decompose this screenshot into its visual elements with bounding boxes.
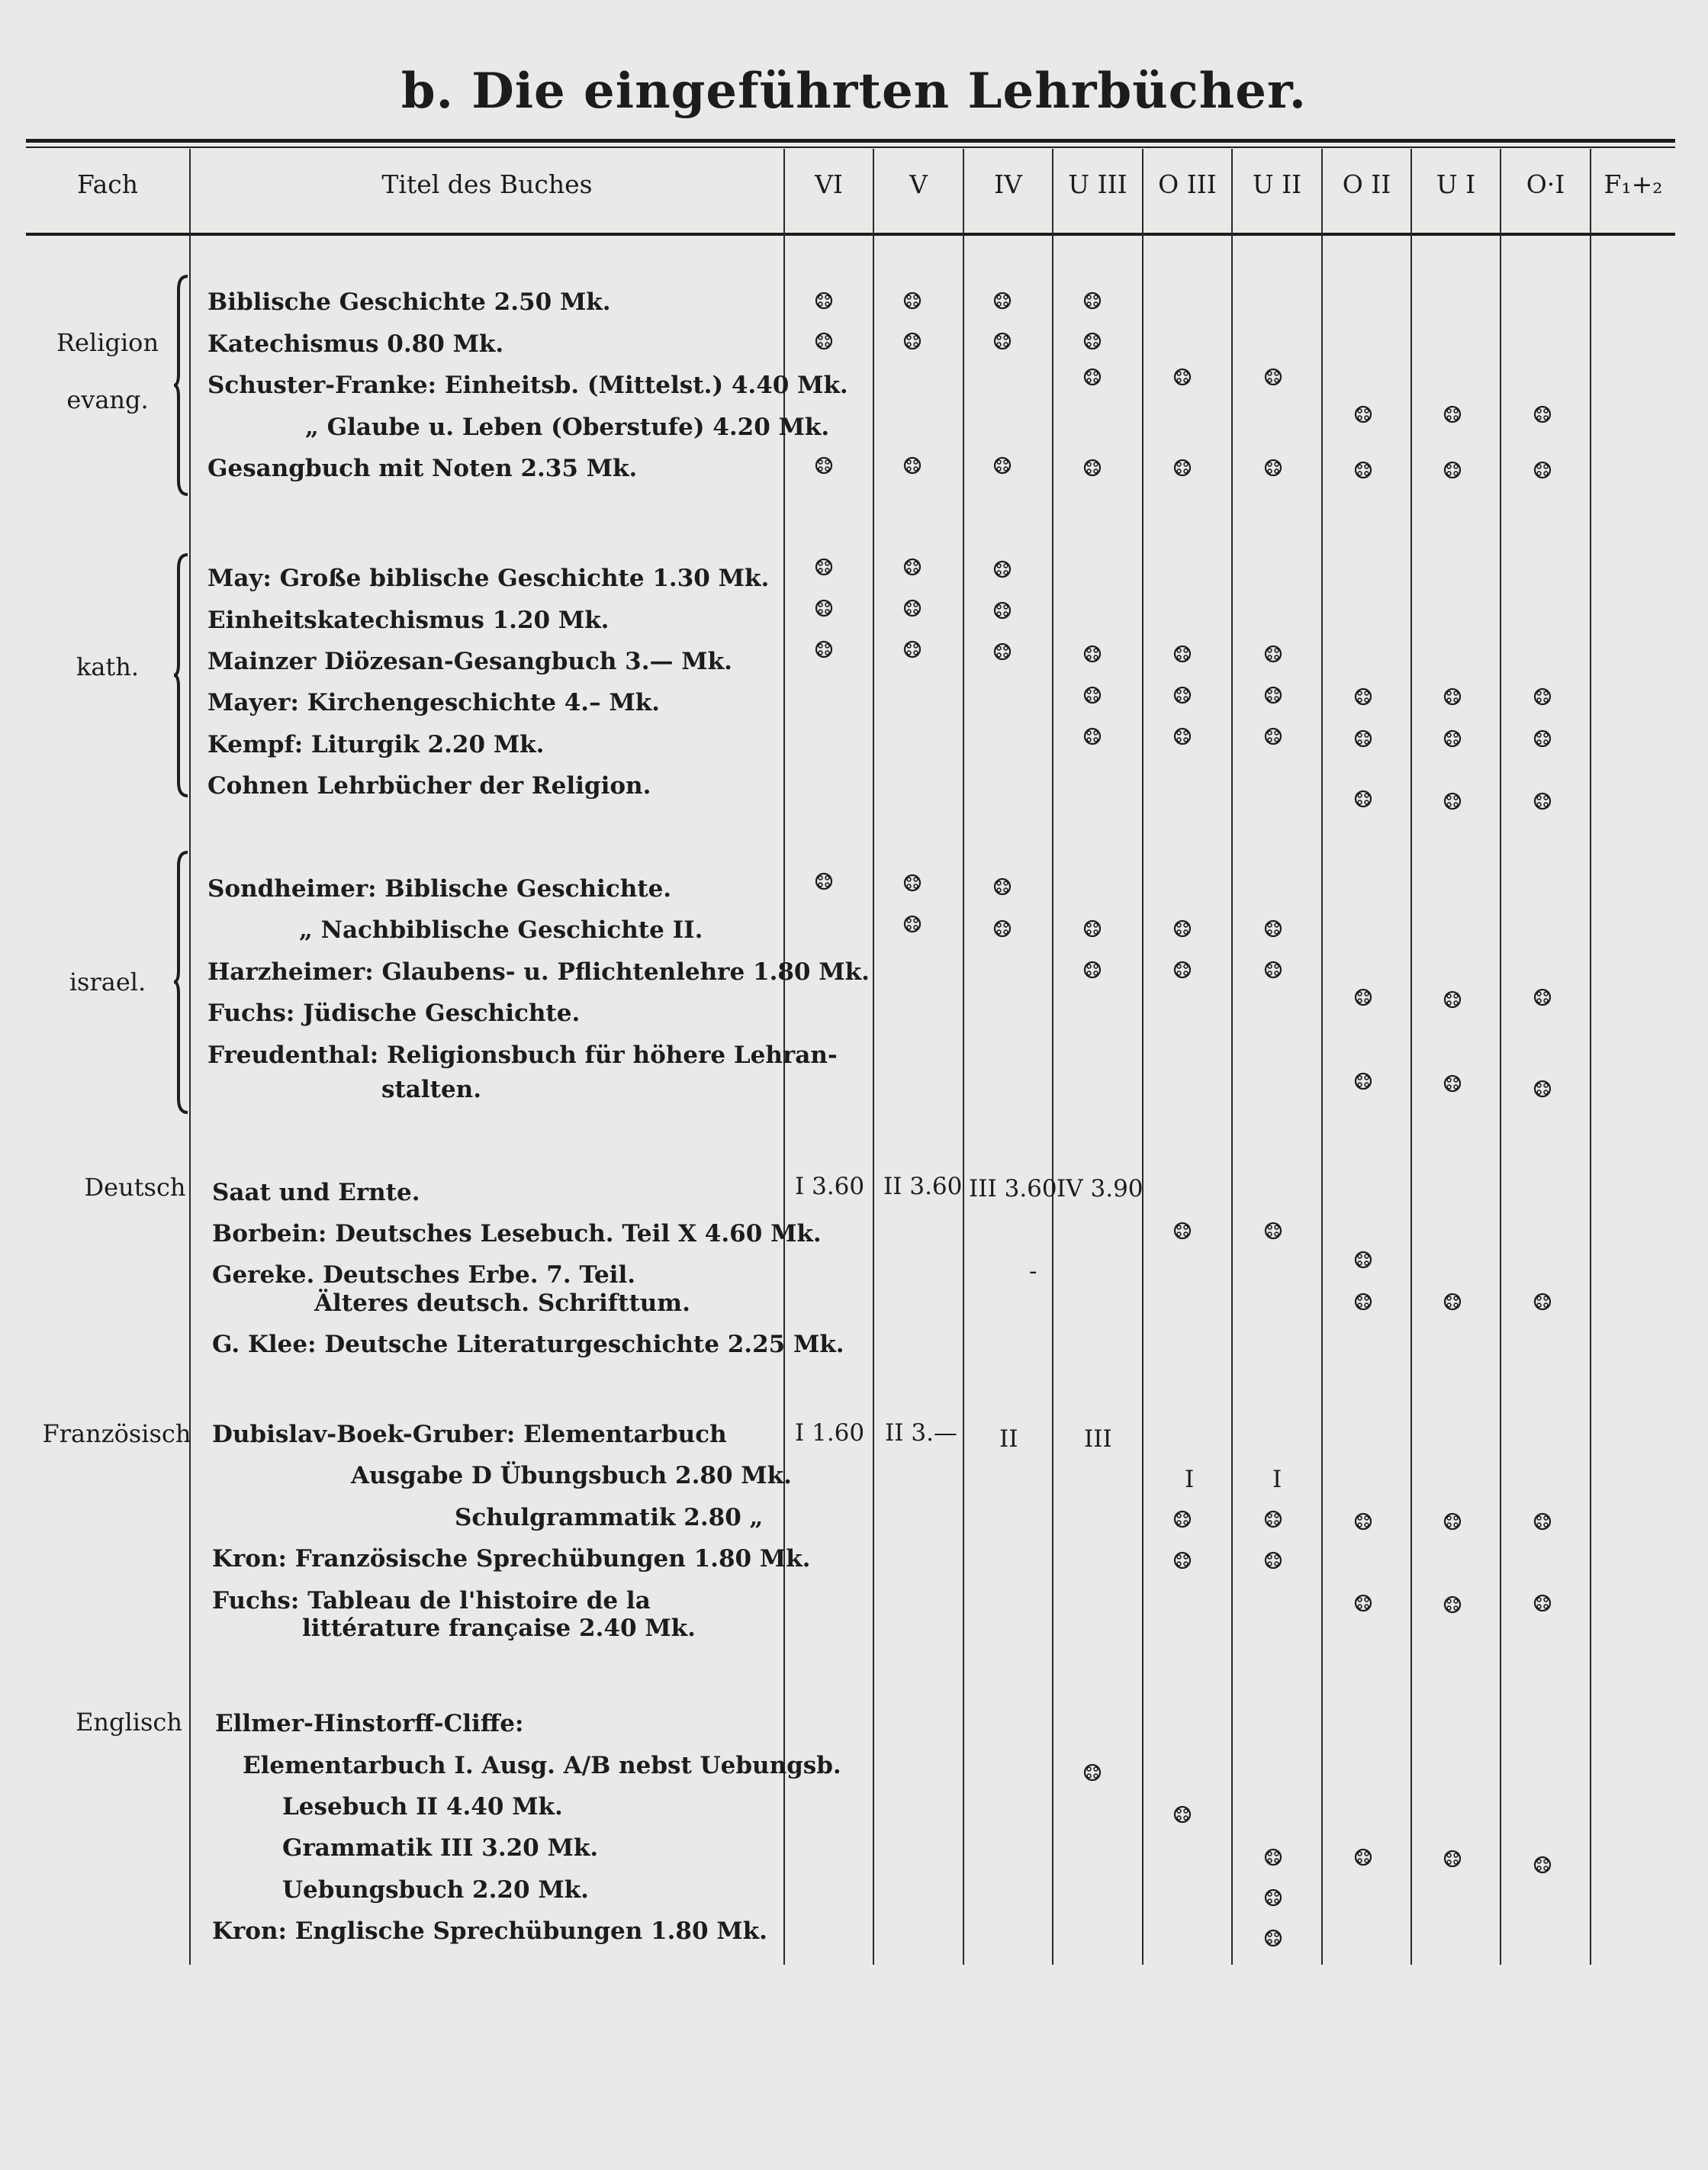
crossed-circle-marker-icon: [903, 558, 922, 576]
crossed-circle-marker-icon: [993, 919, 1012, 938]
book-title: Mayer: Kirchengeschichte 4.– Mk.: [207, 689, 660, 716]
crossed-circle-marker-icon: [1264, 961, 1282, 979]
col-divider: [1052, 149, 1053, 1965]
book-title: Saat und Ernte.: [212, 1179, 420, 1206]
col-divider: [1590, 149, 1591, 1965]
subject-kath: kath.: [76, 652, 140, 681]
crossed-circle-marker-icon: [1173, 919, 1192, 938]
crossed-circle-marker-icon: [1264, 368, 1282, 386]
book-title: Schuster-Franke: Einheitsb. (Mittelst.) 4.40 Mk.: [207, 372, 848, 399]
crossed-circle-marker-icon: [903, 640, 922, 658]
crossed-circle-marker-icon: [1533, 687, 1552, 706]
crossed-circle-marker-icon: [1264, 1551, 1282, 1570]
book-title: Dubislav-Boek-Gruber: Elementarbuch: [212, 1421, 727, 1448]
cell-text: -: [1029, 1257, 1037, 1285]
crossed-circle-marker-icon: [1533, 988, 1552, 1006]
subject-israel: israel.: [69, 967, 146, 996]
col-divider: [1142, 149, 1143, 1965]
crossed-circle-marker-icon: [1443, 1595, 1462, 1614]
crossed-circle-marker-icon: [903, 332, 922, 350]
book-title: Ausgabe D Übungsbuch 2.80 Mk.: [351, 1462, 792, 1489]
crossed-circle-marker-icon: [1533, 1293, 1552, 1311]
crossed-circle-marker-icon: [1533, 405, 1552, 423]
header-rule: [26, 233, 1675, 236]
crossed-circle-marker-icon: [993, 642, 1012, 661]
crossed-circle-marker-icon: [993, 291, 1012, 310]
subject-franzoesisch: Französisch: [42, 1419, 191, 1448]
book-title: Kron: Englische Sprechübungen 1.80 Mk.: [212, 1917, 767, 1945]
crossed-circle-marker-icon: [1083, 1763, 1102, 1782]
book-title: Katechismus 0.80 Mk.: [207, 330, 504, 358]
crossed-circle-marker-icon: [903, 915, 922, 933]
crossed-circle-marker-icon: [1354, 461, 1372, 479]
crossed-circle-marker-icon: [1443, 990, 1462, 1009]
col-divider: [1321, 149, 1323, 1965]
crossed-circle-marker-icon: [1264, 919, 1282, 938]
crossed-circle-marker-icon: [1533, 792, 1552, 810]
crossed-circle-marker-icon: [1264, 1929, 1282, 1947]
crossed-circle-marker-icon: [1173, 1510, 1192, 1528]
crossed-circle-marker-icon: [815, 332, 833, 350]
crossed-circle-marker-icon: [1533, 1594, 1552, 1612]
crossed-circle-marker-icon: [1083, 727, 1102, 745]
header-class-v: V: [909, 169, 928, 199]
cell-text: I: [1185, 1466, 1195, 1493]
cell-text: I 1.60: [795, 1419, 865, 1447]
crossed-circle-marker-icon: [1443, 687, 1462, 706]
cell-text: I 3.60: [795, 1173, 865, 1200]
header-class-uii: U II: [1252, 169, 1302, 199]
crossed-circle-marker-icon: [1533, 1080, 1552, 1098]
crossed-circle-marker-icon: [1083, 961, 1102, 979]
crossed-circle-marker-icon: [1354, 1594, 1372, 1612]
top-rule-thin: [26, 146, 1675, 148]
header-class-iv: IV: [994, 169, 1022, 199]
book-title: Cohnen Lehrbücher der Religion.: [207, 772, 651, 800]
book-title: Kron: Französische Sprechübungen 1.80 Mk.: [212, 1545, 811, 1573]
book-title: Gereke. Deutsches Erbe. 7. Teil.: [212, 1261, 636, 1289]
crossed-circle-marker-icon: [1354, 988, 1372, 1006]
header-titel: Titel des Buches: [381, 169, 593, 199]
crossed-circle-marker-icon: [815, 456, 833, 475]
book-title: Lesebuch II 4.40 Mk.: [282, 1793, 563, 1821]
subject-religion: Religion: [56, 328, 159, 357]
crossed-circle-marker-icon: [1173, 459, 1192, 477]
crossed-circle-marker-icon: [1443, 1850, 1462, 1868]
header-class-uiii: U III: [1068, 169, 1127, 199]
cell-text: III 3.60: [969, 1175, 1057, 1203]
crossed-circle-marker-icon: [993, 877, 1012, 896]
cell-text: II: [999, 1425, 1018, 1453]
crossed-circle-marker-icon: [1083, 459, 1102, 477]
crossed-circle-marker-icon: [815, 640, 833, 658]
crossed-circle-marker-icon: [903, 874, 922, 892]
book-title: Schulgrammatik 2.80 „: [455, 1504, 764, 1531]
crossed-circle-marker-icon: [1354, 687, 1372, 706]
crossed-circle-marker-icon: [1264, 459, 1282, 477]
crossed-circle-marker-icon: [1443, 1074, 1462, 1093]
header-class-oii: O II: [1342, 169, 1391, 199]
crossed-circle-marker-icon: [1443, 461, 1462, 479]
book-title: „ Nachbiblische Geschichte II.: [299, 916, 703, 944]
crossed-circle-marker-icon: [1083, 291, 1102, 310]
subject-englisch: Englisch: [76, 1708, 182, 1737]
crossed-circle-marker-icon: [1354, 1072, 1372, 1090]
subject-evang: evang.: [66, 385, 149, 414]
brace-kath: [174, 553, 191, 797]
crossed-circle-marker-icon: [1264, 727, 1282, 745]
brace-evang: [174, 275, 191, 496]
subject-deutsch: Deutsch: [84, 1173, 186, 1202]
book-title: Einheitskatechismus 1.20 Mk.: [207, 607, 610, 634]
book-title: G. Klee: Deutsche Literaturgeschichte 2.25 Mk.: [212, 1331, 844, 1358]
col-divider: [1500, 149, 1501, 1965]
crossed-circle-marker-icon: [1443, 792, 1462, 810]
book-title: Gesangbuch mit Noten 2.35 Mk.: [207, 455, 638, 482]
book-title: Borbein: Deutsches Lesebuch. Teil X 4.60 Mk.: [212, 1220, 822, 1248]
book-title: Kempf: Liturgik 2.20 Mk.: [207, 731, 545, 758]
crossed-circle-marker-icon: [815, 599, 833, 617]
crossed-circle-marker-icon: [903, 456, 922, 475]
crossed-circle-marker-icon: [1083, 919, 1102, 938]
crossed-circle-marker-icon: [1173, 645, 1192, 663]
crossed-circle-marker-icon: [1264, 1888, 1282, 1907]
book-title: littérature française 2.40 Mk.: [302, 1615, 696, 1642]
book-title: Grammatik III 3.20 Mk.: [282, 1834, 599, 1862]
top-rule: [26, 139, 1675, 143]
crossed-circle-marker-icon: [1533, 461, 1552, 479]
crossed-circle-marker-icon: [1354, 405, 1372, 423]
crossed-circle-marker-icon: [1443, 1293, 1462, 1311]
book-title: Älteres deutsch. Schrifttum.: [314, 1289, 690, 1317]
crossed-circle-marker-icon: [815, 558, 833, 576]
crossed-circle-marker-icon: [815, 872, 833, 890]
cell-text: I: [1272, 1466, 1282, 1493]
header-fach: Fach: [76, 169, 139, 199]
book-title: Elementarbuch I. Ausg. A/B nebst Uebungsb.: [243, 1752, 841, 1779]
crossed-circle-marker-icon: [1173, 1222, 1192, 1240]
col-divider: [873, 149, 874, 1965]
crossed-circle-marker-icon: [993, 601, 1012, 620]
col-divider: [1410, 149, 1412, 1965]
book-title: May: Große biblische Geschichte 1.30 Mk.: [207, 565, 770, 592]
crossed-circle-marker-icon: [1354, 1848, 1372, 1866]
crossed-circle-marker-icon: [993, 560, 1012, 578]
crossed-circle-marker-icon: [1443, 405, 1462, 423]
crossed-circle-marker-icon: [1533, 729, 1552, 748]
crossed-circle-marker-icon: [1083, 368, 1102, 386]
crossed-circle-marker-icon: [1354, 790, 1372, 808]
brace-israel: [174, 851, 191, 1114]
cell-text: III: [1084, 1425, 1112, 1453]
book-title: stalten.: [381, 1076, 482, 1103]
header-class-oiii: O III: [1158, 169, 1217, 199]
crossed-circle-marker-icon: [1173, 368, 1192, 386]
crossed-circle-marker-icon: [903, 599, 922, 617]
page-title: b. Die eingeführten Lehrbücher.: [400, 63, 1308, 120]
cell-text: IV 3.90: [1057, 1175, 1143, 1203]
crossed-circle-marker-icon: [1533, 1856, 1552, 1874]
col-divider: [963, 149, 964, 1965]
col-divider: [1231, 149, 1233, 1965]
cell-text: II 3.60: [883, 1173, 963, 1200]
crossed-circle-marker-icon: [1264, 1848, 1282, 1866]
crossed-circle-marker-icon: [1264, 1222, 1282, 1240]
book-title: Fuchs: Tableau de l'histoire de la: [212, 1587, 651, 1615]
crossed-circle-marker-icon: [1264, 1510, 1282, 1528]
crossed-circle-marker-icon: [1264, 686, 1282, 704]
crossed-circle-marker-icon: [1173, 727, 1192, 745]
crossed-circle-marker-icon: [993, 456, 1012, 475]
book-title: Freudenthal: Religionsbuch für höhere Lehran-: [207, 1042, 838, 1069]
crossed-circle-marker-icon: [1173, 1551, 1192, 1570]
crossed-circle-marker-icon: [815, 291, 833, 310]
book-title: Ellmer-Hinstorff-Cliffe:: [215, 1710, 524, 1737]
crossed-circle-marker-icon: [1443, 729, 1462, 748]
book-title: Mainzer Diözesan-Gesangbuch 3.— Mk.: [207, 648, 732, 675]
crossed-circle-marker-icon: [903, 291, 922, 310]
cell-text: II 3.—: [885, 1419, 957, 1447]
book-title: Biblische Geschichte 2.50 Mk.: [207, 288, 611, 316]
book-title: Uebungsbuch 2.20 Mk.: [282, 1876, 589, 1904]
crossed-circle-marker-icon: [1173, 961, 1192, 979]
header-class-vi: VI: [815, 169, 843, 199]
header-class-oi: O·I: [1526, 169, 1565, 199]
crossed-circle-marker-icon: [1264, 645, 1282, 663]
book-title: „ Glaube u. Leben (Oberstufe) 4.20 Mk.: [305, 414, 830, 441]
crossed-circle-marker-icon: [1354, 1512, 1372, 1531]
header-class-f12: F₁+₂: [1603, 169, 1663, 199]
crossed-circle-marker-icon: [993, 332, 1012, 350]
book-title: Sondheimer: Biblische Geschichte.: [207, 875, 672, 903]
crossed-circle-marker-icon: [1083, 332, 1102, 350]
crossed-circle-marker-icon: [1354, 1293, 1372, 1311]
header-class-ui: U I: [1436, 169, 1476, 199]
crossed-circle-marker-icon: [1173, 1805, 1192, 1824]
crossed-circle-marker-icon: [1354, 1251, 1372, 1269]
book-title: Harzheimer: Glaubens- u. Pflichtenlehre 1.80 Mk.: [207, 958, 870, 986]
book-title: Fuchs: Jüdische Geschichte.: [207, 1000, 581, 1027]
crossed-circle-marker-icon: [1083, 686, 1102, 704]
crossed-circle-marker-icon: [1354, 729, 1372, 748]
crossed-circle-marker-icon: [1443, 1512, 1462, 1531]
crossed-circle-marker-icon: [1083, 645, 1102, 663]
crossed-circle-marker-icon: [1173, 686, 1192, 704]
crossed-circle-marker-icon: [1533, 1512, 1552, 1531]
